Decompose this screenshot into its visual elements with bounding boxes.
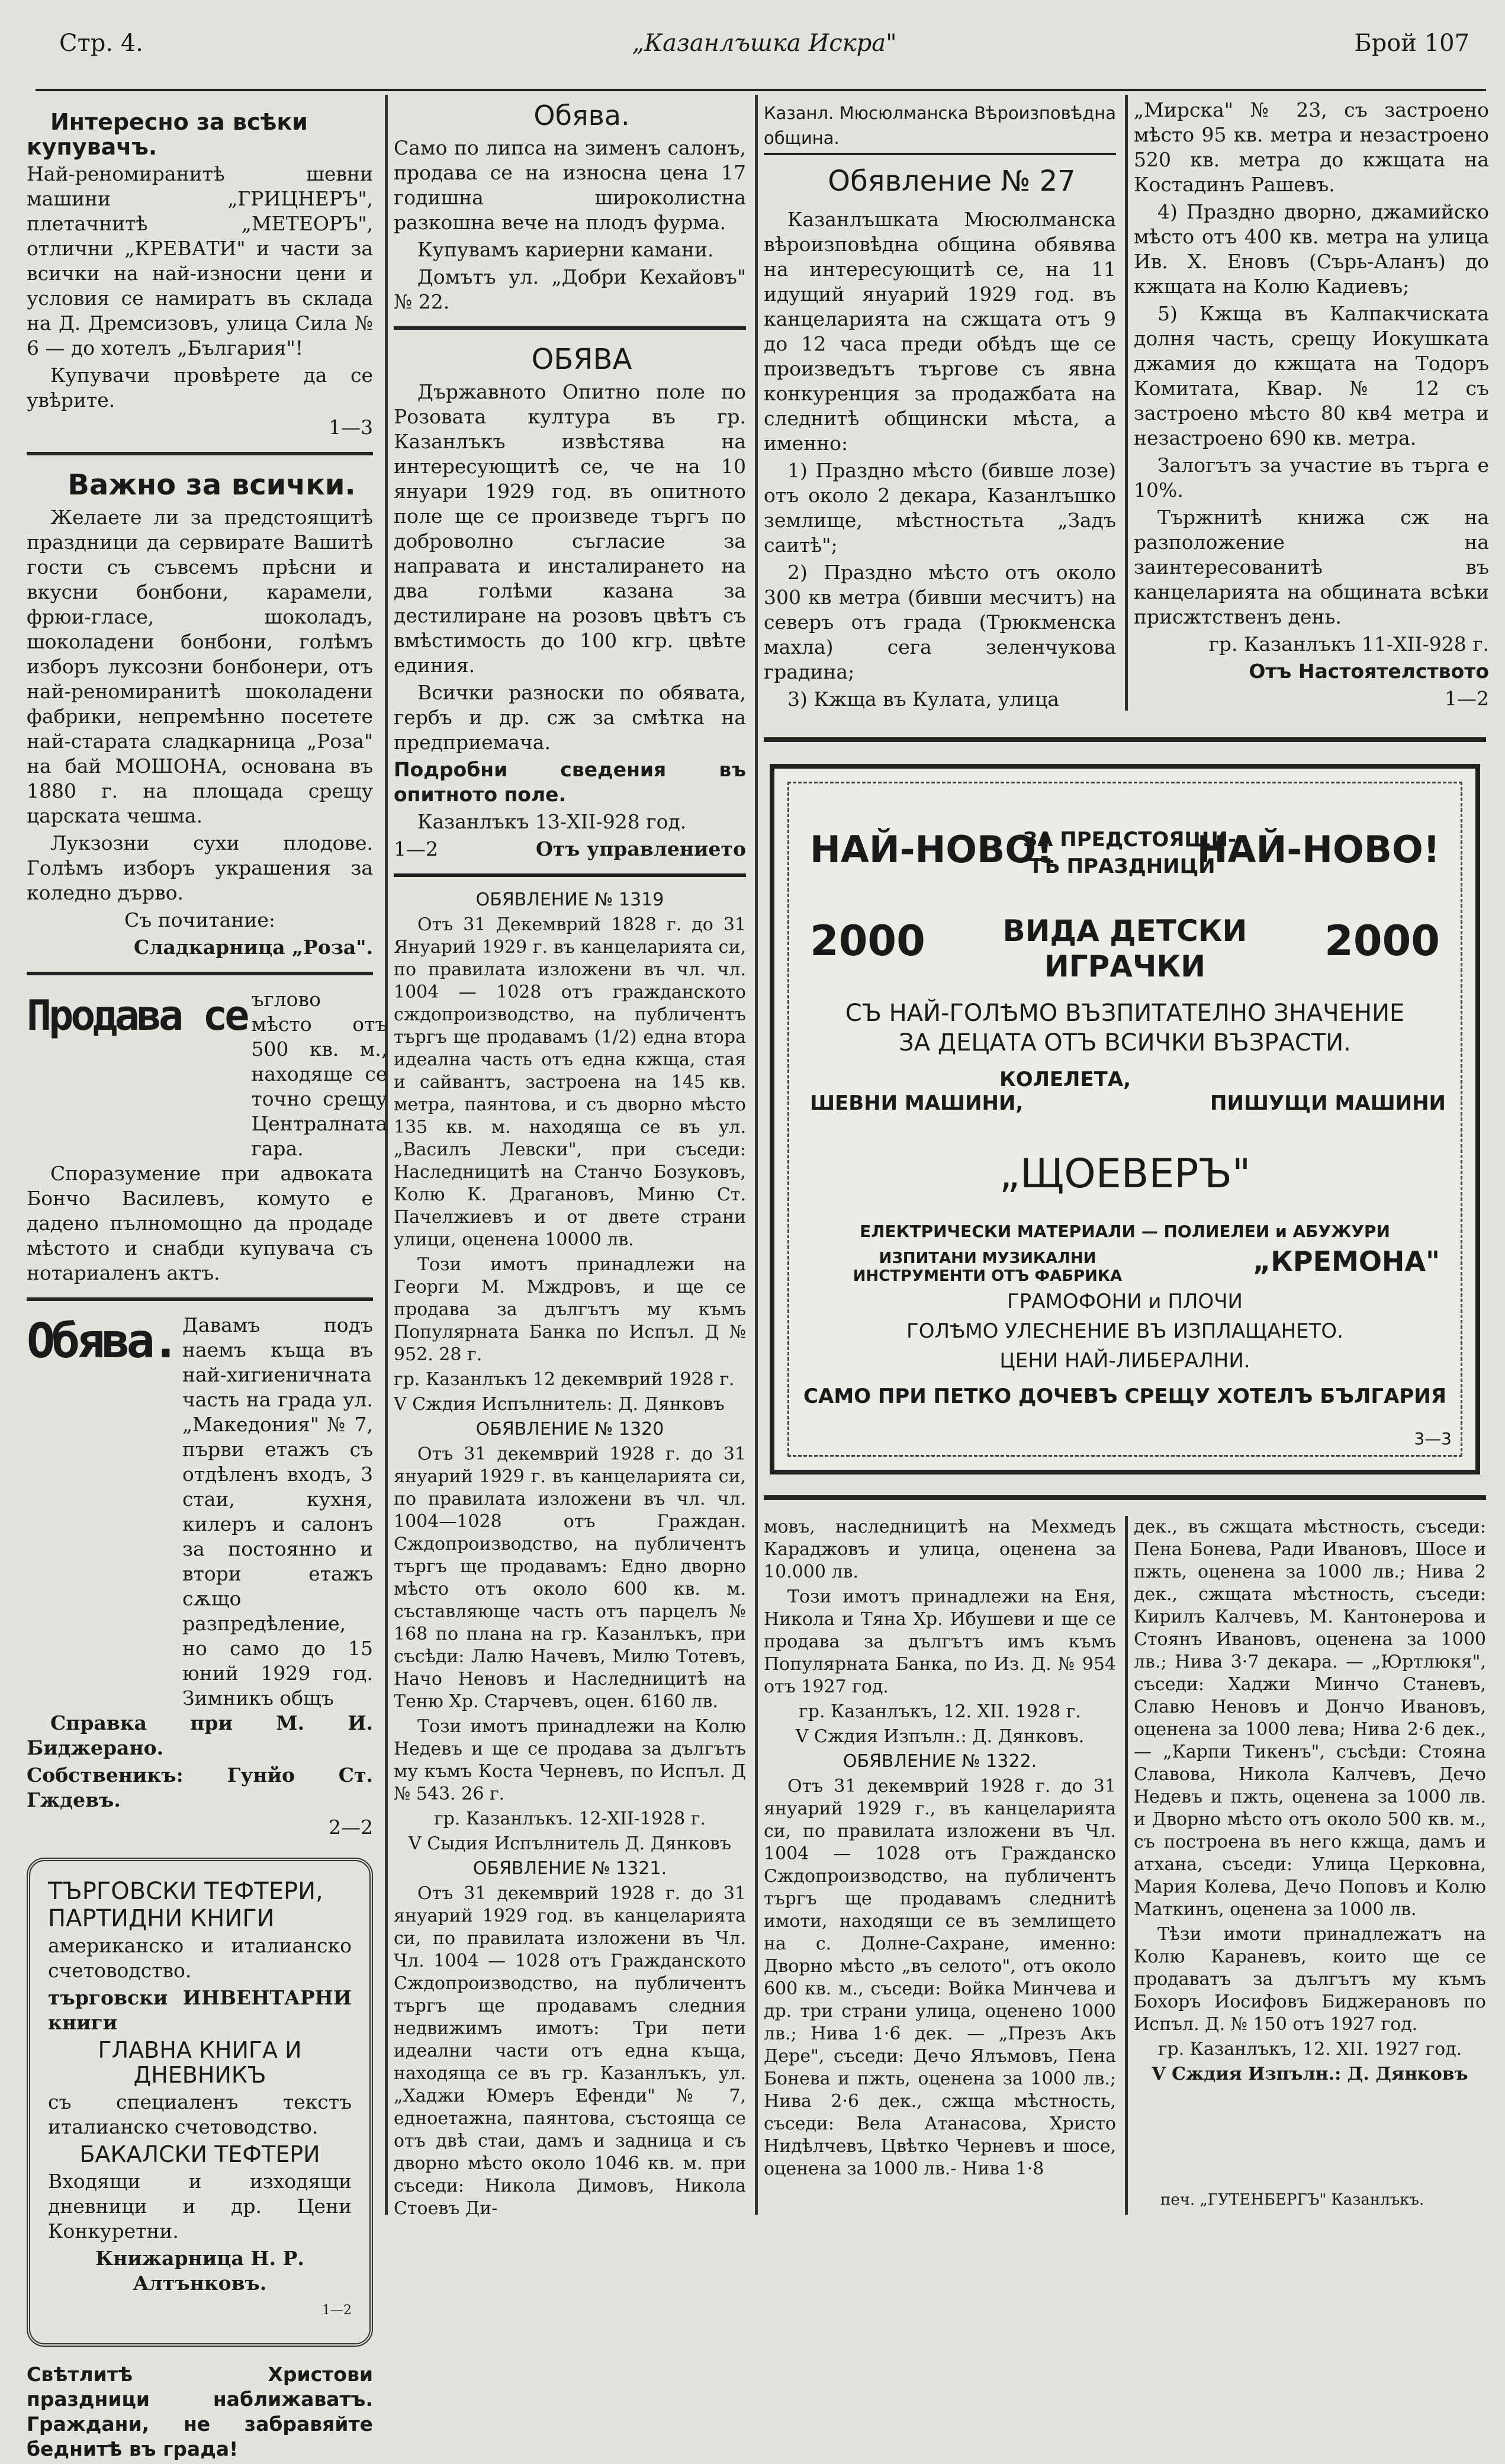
ad-headline-left: НАЙ-НОВО! bbox=[810, 828, 1053, 871]
ad-holiday-line: ЗА ПРЕДСТОЯЩИ- bbox=[1023, 828, 1237, 852]
ad-headline: Обява. bbox=[27, 1313, 176, 1368]
ad-number-left: 2000 bbox=[810, 917, 925, 965]
ad-text: Най-реномиранитѣ шевни машини „ГРИЦНЕРЪ", плетачнитѣ „МЕТЕОРЪ", отлични „КРЕВАТИ" и части за всички на най-износни цени и условия се намиратъ въ склада на Д. Дремсизовъ, улица Сила № 6 — до хотелъ „България"! bbox=[27, 162, 373, 359]
notice-date: гр. Казанлъкъ. 12-XII-1928 г. bbox=[433, 1808, 706, 1829]
ad-line: ЕЛЕКТРИЧЕСКИ МАТЕРИАЛИ — ПОЛИЕЛЕИ и АБУЖУРИ bbox=[860, 1222, 1390, 1241]
notice-item: 2) Праздно мѣсто отъ около 300 кв метра (бивши месчитъ) на северъ отъ града (Трюкменска махла) сега зеленчукова градина; bbox=[764, 561, 1116, 683]
ad-headline: Продава се bbox=[27, 991, 247, 1040]
notice-text: „Мирска" № 23, съ застроено мѣсто 95 кв. метра и незастроено 520 кв. метра до кжщата на Костадинъ Рашевъ. bbox=[1134, 98, 1489, 196]
column-4 bbox=[1134, 98, 1489, 714]
notice-date: гр. Казанлъкъ 12 декемврий 1928 г. bbox=[394, 1369, 735, 1390]
frame-line: ПАРТИДНИ КНИГИ bbox=[48, 1905, 275, 1932]
notice-item: 1) Праздно мѣсто (бивше лозе) отъ около 2 декара, Казанлъшко землище, мѣстностьта „Задъ саитѣ"; bbox=[764, 459, 1116, 557]
toy-store-ad bbox=[770, 764, 1480, 1474]
notice-title: ОБЯВЛЕНИЕ № 1321. bbox=[472, 1858, 667, 1879]
ad-signature: Сладкарница „Роза". bbox=[133, 936, 373, 959]
ad-address: Домътъ ул. „Добри Кехайовъ" № 22. bbox=[394, 265, 746, 313]
notice-text: дек., въ сжщата мѣстность, съседи: Пена Бонева, Ради Ивановъ, Шосе и пжть, оценена за 1000 лв.; Нива 2 дек., сжщата мѣстность, съседи: Кирилъ Калчевъ, М. Кантонерова и Стоянъ Ивановъ, оценена за 1000 лв.; Нива 3·7 декара. — „Юртлюкя", съседи: Хаджи Минчо Станевъ, Славю Неновъ и Дончо Ивановъ, оценена за 1000 лева; Нива 2·6 дек., — „Карпи Тикенъ", съсѣди: Стояна Славова, Никола Калчевъ, Дечо Недевъ и пжть, оценена за 1000 лв. и Дворно мѣсто отъ около 500 кв. м., съ построена въ него кжща, дамъ и атхана, съседи: Улица Церковна, Мария Колева, Дечо Поповъ и Колю Маткинъ, оценена за 1000 лв. bbox=[1134, 1517, 1486, 1920]
ad-brand-2: „КРЕМОНА" bbox=[1253, 1245, 1440, 1277]
ad-title: ОБЯВА bbox=[531, 343, 632, 376]
ad-line: ЗА ДЕЦАТА ОТЪ ВСИЧКИ ВЪЗРАСТИ. bbox=[899, 1029, 1351, 1056]
ad-info: Справка при М. И. Биджерано. bbox=[27, 1711, 373, 1759]
ad-number: 1—3 bbox=[329, 416, 373, 439]
separator bbox=[394, 326, 746, 330]
ad-text: Лукзозни сухи плодове. Голѣмъ изборъ украшения за коледно дърво. bbox=[27, 831, 373, 904]
notice-text: Този имотъ принадлежи на Колю Недевъ и ще се продава за дългътъ му къмъ Коста Черневъ, по Испъл. Д № 543. 26 г. bbox=[394, 1716, 746, 1804]
ad-note: Купувачи провѣрете да се увѣрите. bbox=[27, 364, 373, 412]
notice-title: ОБЯВЛЕНИЕ № 1319 bbox=[475, 889, 664, 910]
community-header: Казанл. Мюсюлманска Вѣроизповѣдна община. bbox=[764, 101, 1116, 155]
notice-date: гр. Казанлъкъ, 12. XII. 1927 год. bbox=[1157, 2039, 1462, 2060]
sale-ad bbox=[27, 987, 388, 1161]
separator bbox=[27, 1297, 373, 1301]
notice-deposit: Залогътъ за участие въ търга е 10%. bbox=[1134, 454, 1489, 502]
ad-number-right: 2000 bbox=[1324, 917, 1440, 965]
ad-title: Обява. bbox=[533, 99, 630, 131]
ad-text: Споразумение при адвоката Бончо Василевъ, комуто е дадено пълномощно да продаде мѣстото и снабди купувача съ нотариаленъ актъ. bbox=[27, 1162, 373, 1284]
ad-text: Само по липса на зименъ салонъ, продава се на износна цена 17 годишна широколистна разкошна вече на плодъ фурма. bbox=[394, 136, 746, 234]
ad-owner: Собственикъ: Гунйо Ст. Гждевъ. bbox=[27, 1763, 373, 1811]
ad-top-rule bbox=[764, 737, 1486, 742]
ad-regards: Съ почитание: bbox=[124, 908, 275, 931]
notices bbox=[394, 889, 746, 2220]
frame-signature: Книжарница Н. Р. Алтънковъ. bbox=[95, 2247, 304, 2295]
ad-line: ЦЕНИ НАЙ-ЛИБЕРАЛНИ. bbox=[999, 1349, 1250, 1373]
frame-line: ГЛАВНА КНИГА И ДНЕВНИКЪ bbox=[98, 2037, 302, 2088]
separator bbox=[27, 452, 373, 455]
notice-text: Тѣзи имоти принадлежатъ на Колю Караневъ, които ще се продаватъ за дългътъ му къмъ Бохоръ Иосифовъ Биджерановъ по Испъл. Д. № 150 отъ 1927 год. bbox=[1134, 1924, 1486, 2035]
ad-info: Подробни сведения въ опитното поле. bbox=[394, 758, 746, 806]
rent-ad bbox=[27, 1313, 373, 1711]
ad-line: ШЕВНИ МАШИНИ, bbox=[810, 1091, 1024, 1115]
column-rule-2 bbox=[755, 95, 758, 2215]
page-number: Стр. 4. bbox=[59, 30, 143, 57]
notice-title: ОБЯВЛЕНИЕ № 1322. bbox=[842, 1751, 1037, 1772]
notice-text: Този имотъ принадлежи на Георги М. Мждровъ, и ще се продава за дългътъ му къмъ Популярната Банка по Испъл. Д № 952. 28 г. bbox=[394, 1254, 746, 1365]
ad-holiday-line: ТѢ ПРАЗДНИЦИ bbox=[1029, 854, 1215, 878]
ad-line: ГОЛѢМО УЛЕСНЕНИЕ ВЪ ИЗПЛАЩАНЕТО. bbox=[906, 1319, 1343, 1343]
ad-signature: Отъ управлението bbox=[535, 837, 746, 860]
notice-signature: Отъ Настоятелството bbox=[1249, 660, 1489, 683]
notice-text: мовъ, наследницитѣ на Мехмедъ Караджовъ и улица, оценена за 10.000 лв. bbox=[764, 1517, 1116, 1582]
printer-credit: печ. „ГУТЕНБЕРГЪ" Казанлъкъ. bbox=[1160, 2191, 1424, 2209]
notice-item: 3) Кжща въ Кулата, улица bbox=[787, 688, 1059, 711]
notice-books: Тържнитѣ книжа сж на разположение на заинтересованитѣ въ канцеларията на общината всѣки присжтственъ день. bbox=[1134, 506, 1489, 628]
ad-text: Държавното Опитно поле по Розовата култура въ гр. Казанлъкъ извѣстява на интересующитѣ се, че на 10 януари 1929 год. въ опитното поле ще се произведе търгъ по доброволно съгласие за направата и инсталирането на два голѣми казана за дестилиране на розовъ цвѣтъ съ вмѣстимость до 100 кгр. цвѣте единия. bbox=[394, 380, 746, 677]
column-4-lower bbox=[1134, 1516, 1486, 2088]
notice-signature: V Сждия Изпълн.: Д. Дянковъ. bbox=[795, 1726, 1085, 1747]
ad-text: Всички разноски по обявата, гербъ и др. сж за смѣтка на предприемача. bbox=[394, 681, 746, 754]
notice-date: гр. Казанлъкъ 11-XII-928 г. bbox=[1208, 632, 1489, 656]
page-header bbox=[59, 18, 1469, 74]
notice-text: Отъ 31 Декемврий 1828 г. до 31 Януарий 1929 г. въ канцеларията си, по правилата изложени въ чл. чл. 1004 — 1028 отъ гражданското сждопроизводство, на публичентъ търгъ ще продавамъ (1/2) една втора идеална часть отъ една кжща, стая и сайвантъ, застроена на 145 кв. метра, паянтова, и съ дворно мѣсто 135 кв. м. находяща се въ ул. „Василъ Левски", при съседи: Наследницитѣ на Станчо Бозуковъ, Колю К. Драгановъ, Миню Ст. Пачелжиевъ и от двете страни улици, оценена 10000 лв. bbox=[394, 914, 746, 1250]
issue-number: Брой 107 bbox=[1354, 30, 1469, 57]
column-3 bbox=[764, 101, 1116, 714]
frame-line: БАКАЛСКИ ТЕФТЕРИ bbox=[79, 2141, 320, 2167]
header-rule bbox=[36, 89, 1486, 91]
notice-item: 4) Праздно дворно, джамийско мѣсто отъ 400 кв. метра на улица Ив. Х. Еновъ (Сърь-Аланъ) до кжщата на Колю Кадиевъ; bbox=[1134, 200, 1489, 298]
ad-line: ГРАМОФОНИ и ПЛОЧИ bbox=[1007, 1290, 1243, 1313]
column-rule-4 bbox=[1125, 1516, 1128, 2215]
ad-line: ИЗПИТАНИ МУЗИКАЛНИ ИНСТРУМЕНТИ ОТЪ ФАБРИКА bbox=[853, 1249, 1123, 1285]
ad-headline-right: НАЙ-НОВО! bbox=[1197, 828, 1440, 871]
notice-text: Отъ 31 декемврий 1928 г. до 31 януарий 1929 г., въ канцеларията си, по правилата изложени въ Чл. 1004 — 1028 отъ Гражданско Сждопроизводство, на публичентъ търгъ ще продавамъ следнитѣ имоти, находящи се въ землището на с. Долне-Сахране, именно: Дворно мѣсто „въ селото", отъ около 600 кв. м., съседи: Войка Минчева и др. три страни улица, оценено 1000 лв.; Нива 1·6 дек. — „Презъ Акъ Дере", съседи: Дечо Ялъмовъ, Пена Бонева и пжть, оценена за 1000 лв.; Нива 2·6 дек., сжща мѣстность, съседи: Вела Атанасова, Христо Нидѣлчевъ, Цвѣтко Черневъ и шосе, оценена за 1000 лв.- Нива 1·8 bbox=[764, 1776, 1116, 2179]
ad-side-text: ъглово мѣсто отъ 500 кв. м., находяще се точно срещу Централната гара. bbox=[251, 988, 388, 1160]
column-3-lower bbox=[764, 1516, 1116, 2183]
bookstore-ad-frame bbox=[27, 1858, 373, 2347]
separator bbox=[27, 972, 373, 975]
notice-signature: V Сыдия Испълнитель Д. Дянковъ bbox=[409, 1833, 731, 1854]
notice-title: ОБЯВЛЕНИЕ № 1320 bbox=[475, 1419, 664, 1440]
ad-line: СЪ НАЙ-ГОЛѢМО ВЪЗПИТАТЕЛНО ЗНАЧЕНИЕ bbox=[845, 1000, 1405, 1027]
ad-line: САМО ПРИ ПЕТКО ДОЧЕВЪ СРЕЩУ ХОТЕЛЪ БЪЛГАРИЯ bbox=[803, 1384, 1446, 1408]
ad-toys-line: ВИДА ДЕТСКИ bbox=[1002, 914, 1247, 948]
ad-title: Интересно за всѣки купувачъ. bbox=[27, 109, 308, 160]
column-1 bbox=[27, 109, 388, 2464]
ad-number: 3—3 bbox=[1414, 1429, 1452, 1448]
ad-text: Купувамъ кариерни камани. bbox=[417, 238, 714, 261]
ad-bottom-rule bbox=[764, 1495, 1486, 1500]
newspaper-title: „Казанлъшка Искра" bbox=[632, 30, 897, 57]
notice-date: гр. Казанлъкъ, 12. XII. 1928 г. bbox=[799, 1701, 1081, 1722]
frame-line: търговски ИНВЕНТАРНИ книги bbox=[48, 1986, 352, 2034]
notice-text: Казанлъшката Мюсюлманска вѣроизповѣдна община обявява на интересующитѣ се, на 11 идущий януарий 1929 год. въ канцеларията на сжщата отъ 9 до 12 часа преди обѣдъ ще се произведътъ търгове съ явна конкуренция за продажбата на следнитѣ общински мѣста, а именно: bbox=[764, 208, 1116, 455]
notice-signature: V Сждия Испълнитель: Д. Дянковъ bbox=[394, 1394, 725, 1415]
christmas-note: Свѣтлитѣ Христови праздници наближаватъ. Граждани, не забравяйте беднитѣ въ града! bbox=[27, 2363, 373, 2460]
notice-text: Този имотъ принадлежи на Еня, Никола и Тяна Хр. Ибушеви и ще се продава за дългътъ имъ къмъ Популярната Банка, по Из. Д. № 954 отъ 1927 год. bbox=[764, 1586, 1116, 1697]
frame-line: ТЪРГОВСКИ ТЕФТЕРИ, bbox=[48, 1878, 323, 1905]
ad-number: 1—2 bbox=[1445, 687, 1489, 710]
frame-line: съ специаленъ текстъ италианско счетоводство. bbox=[48, 2090, 352, 2138]
ad-line: КОЛЕЛЕТА, bbox=[999, 1068, 1131, 1091]
frame-line: американско и италианско счетоводство. bbox=[48, 1934, 352, 1982]
ad-date: Казанлъкъ 13-XII-928 год. bbox=[417, 810, 687, 833]
separator bbox=[394, 873, 746, 877]
ad-footer bbox=[394, 837, 746, 862]
ad-side-text: Давамъ подъ наемъ къща въ най-хигиеничната часть на града ул. „Македония" № 7, първи етажъ съ отдѣленъ входъ, 3 стаи, кухня, килеръ и салонъ за постоянно и втори етажъ сѫщо разпредѣление, но само до 15 юний 1929 год. Зимникъ общъ bbox=[182, 1313, 373, 1710]
notice-title: Обявление № 27 bbox=[828, 165, 1076, 198]
notice-text: Отъ 31 декемврий 1928 г. до 31 януарий 1929 г. въ канцеларията си, по правилата изложени въ чл. чл. 1004—1028 отъ Граждан. Сждопроизводство, на публичентъ търгъ ще продавамъ: Едно дворно мѣсто отъ около 600 кв. м. съставляюще часть отъ парцелъ № 168 по плана на гр. Казанлъкъ, при съсѣди: Лалю Начевъ, Милю Тотевъ, Начо Неновъ и Наследницитѣ на Теню Хр. Старчевъ, оцен. 6160 лв. bbox=[394, 1444, 746, 1712]
column-2 bbox=[394, 98, 746, 2222]
ad-title: Важно за всички. bbox=[67, 468, 356, 502]
frame-line: Входящи и изходящи дневници и др. Цени Конкуретни. bbox=[48, 2170, 352, 2243]
ad-toys-line: ИГРАЧКИ bbox=[1044, 949, 1206, 984]
ad-number: 1—2 bbox=[394, 837, 438, 860]
ad-text: Желаете ли за предстоящитѣ праздници да сервирате Вашитѣ гости съ съвсемъ прѣсни и вкусни бонбони, карамели, фрюи-гласе, шоколадъ, шоколадени бонбони, голѣмъ изборъ луксозни бонбонери, отъ най-реномиранитѣ шоколадени фабрики, непремѣнно посетете най-старата сладкарница „Роза" на бай МОШОНА, основана въ 1880 г. на площада срещу царската чешма. bbox=[27, 506, 373, 827]
notice-signature: V Сждия Изпълн.: Д. Дянковъ bbox=[1152, 2064, 1468, 2084]
ad-brand: „ЩОЕВЕРЪ" bbox=[999, 1151, 1251, 1197]
ad-number: 1—2 bbox=[322, 2303, 352, 2318]
ad-number: 2—2 bbox=[329, 1816, 373, 1839]
column-rule-3 bbox=[1125, 95, 1128, 711]
ad-line: ПИШУЩИ МАШИНИ bbox=[1210, 1091, 1446, 1115]
notice-item: 5) Кжща въ Калпакчискатa долня часть, срещу Иокушката джамия до кжщата на Тодоръ Комитата, Квар. № 12 съ застроено мѣсто 80 кв4 метра и незастроено 690 кв. метра. bbox=[1134, 302, 1489, 449]
notice-text: Отъ 31 декемврий 1928 г. до 31 януарий 1929 год. въ канцеларията си, по правилата изложени въ Чл. Чл. 1004 — 1028 отъ Гражданското Сждопроизводство, на публичентъ търгъ ще продавамъ следния недвижимъ имотъ: Три пети идеални части отъ една къща, находяща се въ гр. Казанлъкъ, ул. „Хаджи Юмеръ Ефенди" № 7, едноетажна, паянтова, състояща се отъ двѣ стаи, дамъ и задница и съ дворно мѣсто около 1046 кв. м. при съседи: Никола Димовъ, Никола Стоевъ Ди- bbox=[394, 1883, 746, 2219]
